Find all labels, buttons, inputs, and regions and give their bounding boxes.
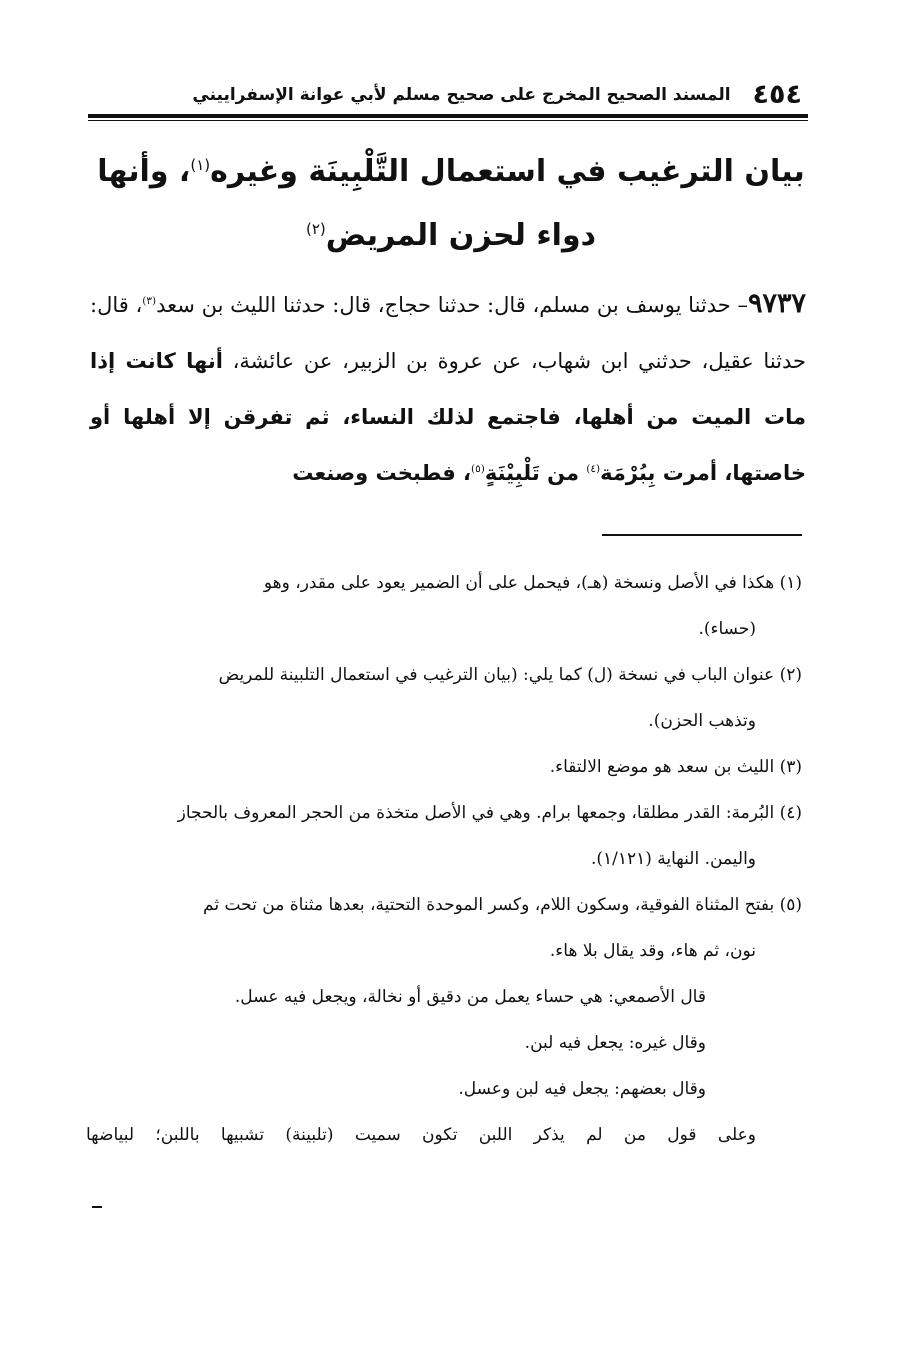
footnote-1 xyxy=(86,560,802,652)
hadith-isnad-part2: ، قال: حدثنا عقيل، حدثني ابن شهاب، عن عروة بن الزبير، عن عائشة، xyxy=(90,293,807,373)
footnote-1-line2: (حساء). xyxy=(698,619,756,639)
hadith-isnad-part1: – حدثنا يوسف بن مسلم، قال: حدثنا حجاج، قال: حدثنا الليث بن سعد xyxy=(156,293,748,317)
page-number: ٤٥٤ xyxy=(752,79,802,110)
footnote-ref-5[interactable]: (٥) xyxy=(470,463,485,475)
chapter-title-part2: ، وأنها دواء لحزن المريض xyxy=(97,154,596,253)
continuation-mark xyxy=(92,1206,102,1208)
chapter-title-part1: بيان الترغيب في استعمال التَّلْبِينَة وغيره xyxy=(210,154,805,189)
footnote-ref-2[interactable]: (٢) xyxy=(305,220,326,238)
running-title: المسند الصحيح المخرج على صحيح مسلم لأبي عوانة الإسفراييني xyxy=(192,85,731,105)
footnote-4 xyxy=(86,790,802,882)
header-rule-thick xyxy=(88,114,808,118)
footnote-2-line1: (٢) عنوان الباب في نسخة (ل) كما يلي: (بيان الترغيب في استعمال التلبينة للمريض xyxy=(218,665,802,685)
footnote-2 xyxy=(86,652,802,744)
footnote-3 xyxy=(86,744,802,790)
hadith-matn-part3: ، فطبخت وصنعت xyxy=(292,461,471,485)
header-rule-thin xyxy=(88,120,808,121)
footnote-1-line1: (١) هكذا في الأصل ونسخة (هـ)، فيحمل على أن الضمير يعود على مقدر، وهو xyxy=(263,573,802,593)
footnote-4-line2: واليمن. النهاية (١/١٢١). xyxy=(590,849,756,869)
hadith-number: ٩٧٣٧ xyxy=(747,288,806,319)
footnote-5-quote-asmai: قال الأصمعي: هي حساء يعمل من دقيق أو نخالة، ويجعل فيه عسل. xyxy=(234,987,706,1007)
footnote-separator xyxy=(602,534,802,536)
footnotes xyxy=(86,560,802,1158)
page-header xyxy=(88,76,808,110)
footnote-5-line2: نون، ثم هاء، وقد يقال بلا هاء. xyxy=(549,941,756,961)
footnote-4-line1: (٤) البُرمة: القدر مطلقا، وجمعها برام. وهي في الأصل متخذة من الحجر المعروف بالحجاز xyxy=(177,803,802,823)
hadith-text xyxy=(90,276,806,501)
footnote-5-quote-some: وقال بعضهم: يجعل فيه لبن وعسل. xyxy=(458,1079,706,1099)
footnote-5-line1: (٥) بفتح المثناة الفوقية، وسكون اللام، وكسر الموحدة التحتية، بعدها مثناة من تحت ثم xyxy=(203,895,802,915)
footnote-ref-4[interactable]: (٤) xyxy=(586,463,601,475)
footnote-ref-1[interactable]: (١) xyxy=(190,156,211,174)
chapter-heading xyxy=(96,140,806,268)
footnote-5-quote-other: وقال غيره: يجعل فيه لبن. xyxy=(524,1033,706,1053)
hadith-matn-part2: من تَلْبِيْنَةٍ xyxy=(484,461,587,485)
footnote-ref-3[interactable]: (٣) xyxy=(142,295,157,307)
footnote-5-last-line: وعلى قول من لم يذكر اللبن تكون سميت (تلبينة) تشبيها باللبن؛ لبياضها xyxy=(86,1125,756,1145)
footnote-5 xyxy=(86,882,802,1158)
hadith-matn-part1: أنها كانت إذا مات الميت من أهلها، فاجتمع لذلك النساء، ثم تفرقن إلا أهلها أو خاصتها، أمرت بِبُرْمَة xyxy=(90,349,806,485)
footnote-2-line2: وتذهب الحزن). xyxy=(648,711,756,731)
footnote-3-line1: (٣) الليث بن سعد هو موضع الالتقاء. xyxy=(549,757,802,777)
